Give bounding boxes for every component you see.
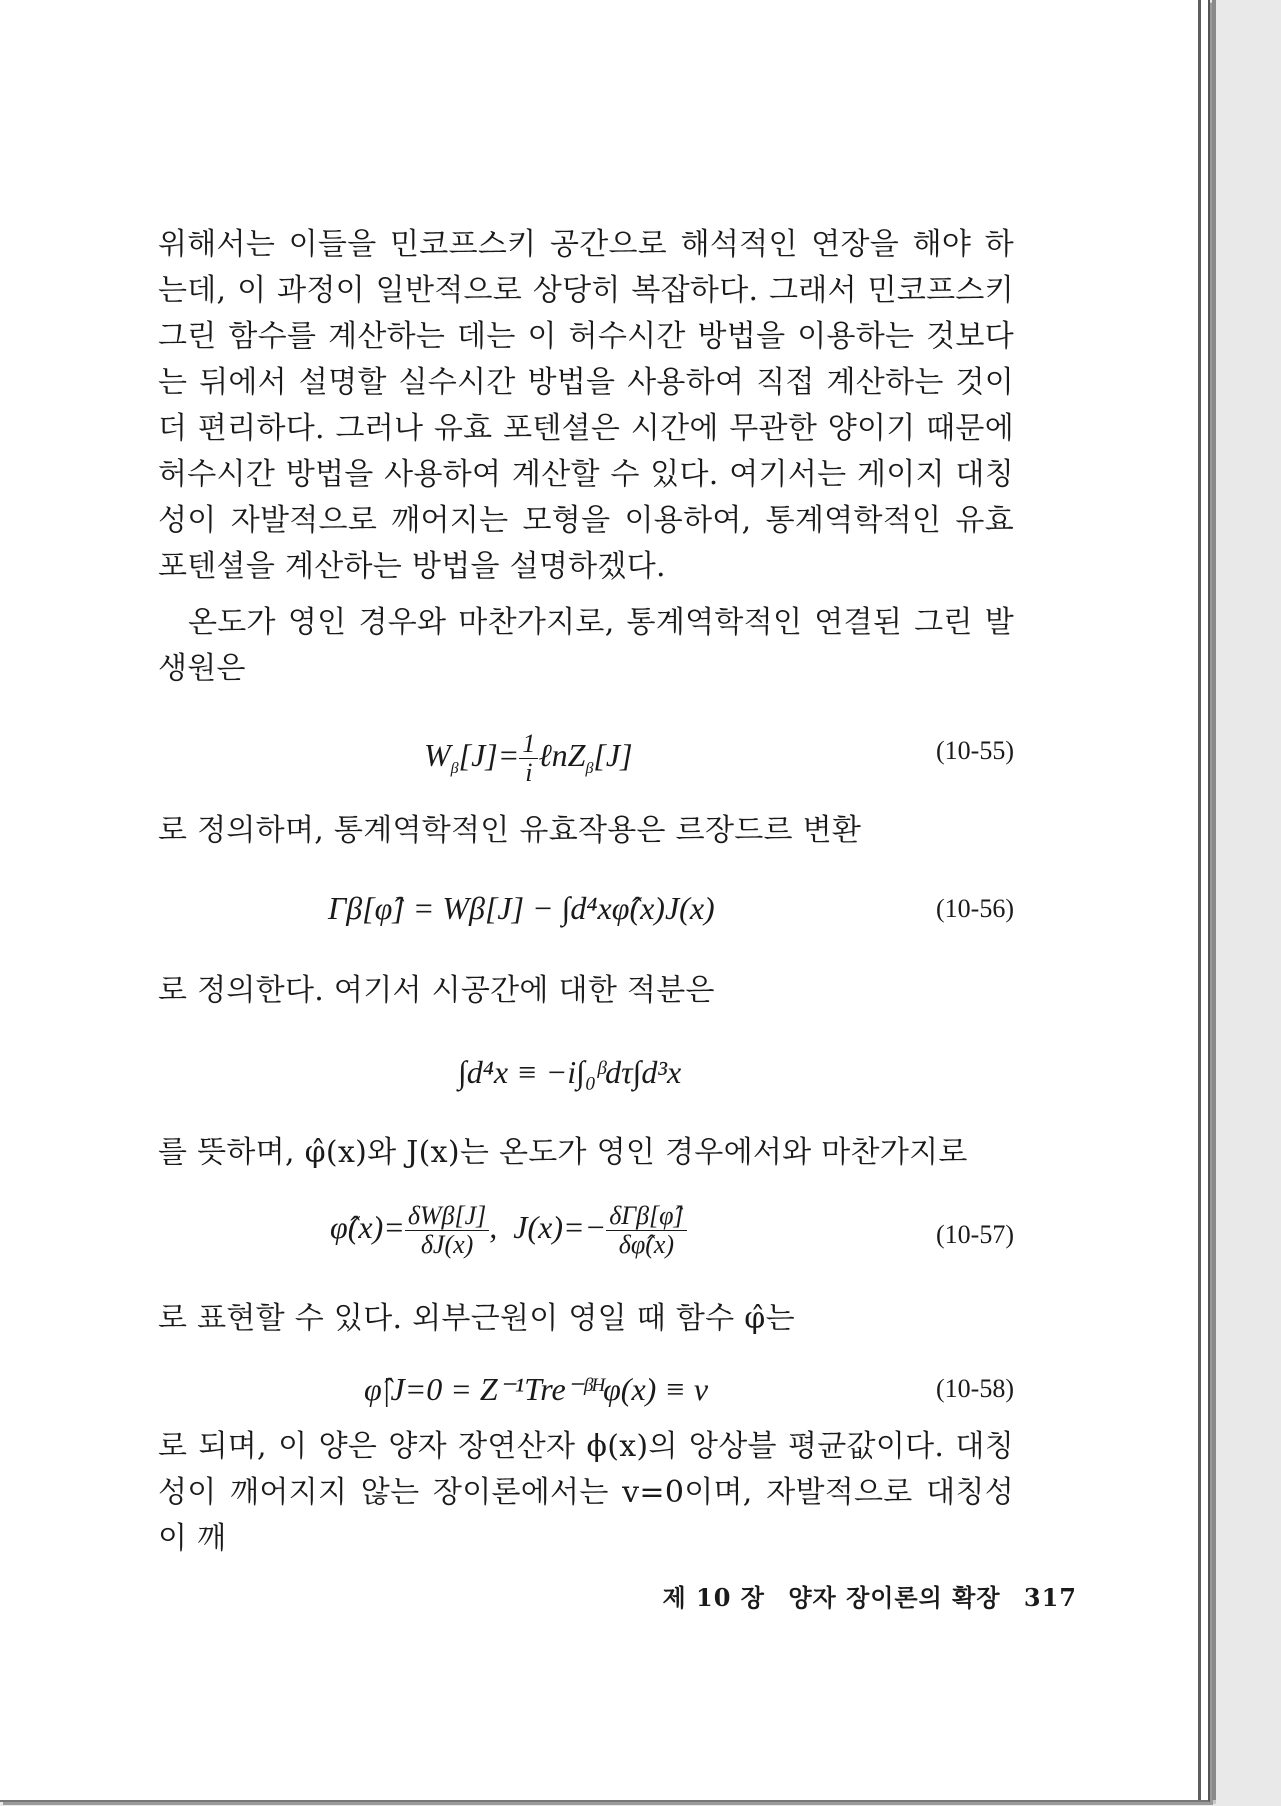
body-line-3: [158, 808, 1014, 854]
equation-body: φ̂|J=0 = Z⁻¹Tre⁻ᵝᴴφ(x) ≡ v: [364, 1371, 709, 1407]
body-line-5: [158, 1130, 1014, 1176]
body-paragraph-2: [158, 600, 1014, 692]
frac-denominator: δJ(x): [420, 1230, 474, 1259]
footer-chapter: 제 10 장: [662, 1583, 765, 1612]
equation-number: (10-57): [936, 1220, 1014, 1249]
page-footer: [649, 1578, 1078, 1613]
eq-symbol: ℓnZ: [538, 736, 586, 773]
eq-symbol: W: [424, 736, 451, 773]
equation-body: [424, 730, 633, 787]
equation-10-58: [158, 1364, 1014, 1424]
page-number: 317: [1023, 1583, 1077, 1612]
eq-argument: [J]: [593, 736, 633, 773]
paragraph-text: 온도가 영인 경우와 마찬가지로, 통계역학적인 연결된 그린 발생원은: [158, 605, 1014, 686]
paragraph-text: 를 뜻하며, φ̂(x)와 J(x)는 온도가 영인 경우에서와 마찬가지로: [158, 1135, 968, 1170]
eq-fraction: [606, 1202, 686, 1259]
eq-subscript: β: [450, 760, 459, 778]
frac-denominator: δφ̂(x): [618, 1230, 675, 1259]
frac-numerator: 1: [519, 730, 538, 759]
eq-lhs: J(x)=−: [513, 1208, 607, 1245]
paragraph-text: 로 정의한다. 여기서 시공간에 대한 적분은: [158, 973, 715, 1008]
body-paragraph-1: [158, 222, 1014, 590]
equation-number: (10-56): [936, 894, 1014, 923]
eq-equals: =: [497, 736, 520, 773]
page-shadow-edge: [1212, 0, 1216, 1800]
eq-subscript: β: [585, 760, 594, 778]
equation-body: Γβ[φ̂] = Wβ[J] − ∫d⁴xφ̂(x)J(x): [328, 890, 715, 926]
frac-numerator: δΓβ[φ̂]: [606, 1202, 686, 1231]
paragraph-text: 로 되며, 이 양은 양자 장연산자 ϕ(x)의 앙상블 평균값이다. 대칭성이 깨어지지 않는 장이론에서는 v=0이며, 자발적으로 대칭성이 깨: [158, 1429, 1014, 1556]
equation-number: (10-55): [936, 736, 1014, 765]
equation-10-56: [158, 884, 1014, 944]
eq-argument: [J]: [458, 736, 498, 773]
equation-number: (10-58): [936, 1374, 1014, 1403]
equation-integral-definition: [158, 1044, 1014, 1104]
eq-fraction: [405, 1202, 489, 1259]
eq-lhs: φ̂(x)=: [330, 1208, 405, 1245]
equation-10-57: [158, 1198, 1014, 1278]
paragraph-text: 위해서는 이들을 민코프스키 공간으로 해석적인 연장을 해야 하는데, 이 과정이 일반적으로 상당히 복잡하다. 그래서 민코프스키 그린 함수를 계산하는 데는 이 허수시간 방법을 이용하는 것보다는 뒤에서 설명할 실수시간 방법을 사용하여 직접 계산하는 것이 더 편리하다. 그러나 유효 포텐셜은 시간에 무관한 양이기 때문에 허수시간 방법을 사용하여 계산할 수 있다. 여기서는 게이지 대칭성이 자발적으로 깨어지는 모형을 이용하여, 통계역학적인 유효 포텐셜을 계산하는 방법을 설명하겠다.: [158, 227, 1014, 584]
paragraph-text: 로 정의하며, 통계역학적인 유효작용은 르장드르 변환: [158, 813, 862, 848]
eq-fraction: [519, 730, 538, 787]
body-line-6: [158, 1296, 1014, 1342]
frac-denominator: i: [525, 758, 533, 787]
frac-numerator: δWβ[J]: [405, 1202, 489, 1231]
paragraph-text: 로 표현할 수 있다. 외부근원이 영일 때 함수 φ̂는: [158, 1301, 795, 1336]
equation-10-55: [158, 722, 1014, 787]
eq-separator: ,: [489, 1208, 498, 1245]
footer-chapter-title: 양자 장이론의 확장: [788, 1583, 1001, 1612]
body-paragraph-7: [158, 1424, 1014, 1562]
equation-body: [330, 1202, 687, 1259]
page-edge: [1198, 0, 1201, 1800]
body-line-4: [158, 968, 1014, 1014]
equation-body: ∫d⁴x ≡ −i∫₀ᵝdτ∫d³x: [458, 1054, 682, 1090]
